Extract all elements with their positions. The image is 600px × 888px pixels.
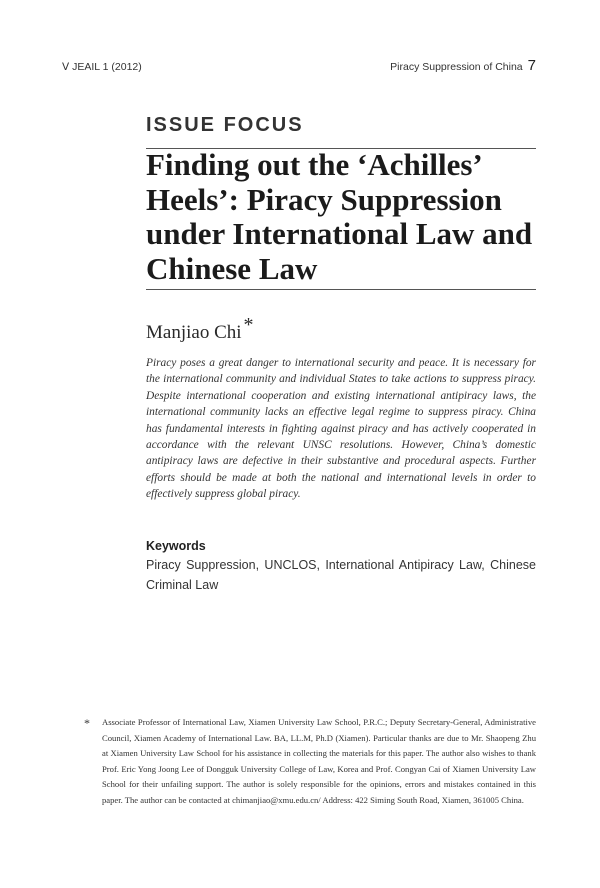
footnote-mark: * (84, 716, 90, 730)
author-name: Manjiao Chi (146, 322, 242, 343)
running-title-text: Piracy Suppression of China (390, 61, 523, 73)
title-bottom-rule (146, 289, 536, 290)
author-line (146, 314, 254, 344)
page-number: 7 (527, 57, 536, 74)
section-label: ISSUE FOCUS (146, 114, 304, 136)
keywords-list: Piracy Suppression, UNCLOS, International Antipiracy Law, Chinese Criminal Law (146, 558, 536, 592)
abstract: Piracy poses a great danger to international security and peace. It is necessary for the international community and individual States to take actions to suppress piracy. Despite international cooperation and existing international antipiracy laws, the international community lacks an effective legal regime to suppress piracy. China has fundamental interests in fighting against piracy and has actively cooperated in accordance with the relevant UNSC resolutions. However, China’s domestic antipiracy laws are defective in their substantive and procedural aspects. Further efforts should be made at both the national and international levels in order to effectively suppress global piracy. (146, 357, 536, 501)
running-title (390, 57, 536, 74)
article-title: Finding out the ‘Achilles’ Heels’: Piracy Suppression under International Law and Chinese Law (146, 147, 533, 286)
journal-citation: Ⅴ JEAIL 1 (2012) (62, 61, 142, 73)
keywords-heading: Keywords (146, 539, 206, 553)
author-footnote-mark: * (243, 314, 254, 336)
author-footnote: Associate Professor of International Law, Xiamen University Law School, P.R.C.; Deputy Secretary-General, Administrative Council, Xiamen Academy of International Law. BA, LL.M, Ph.D (Xiamen). Particular thanks are due to Mr. Shaopeng Zhu at Xiamen University Law School for his assistance in collecting the materials for this paper. The author also wishes to thank Prof. Eric Yong Joong Lee of Dongguk University College of Law, Korea and Prof. Congyan Cai of Xiamen University Law School for their unfailing support. The author is solely responsible for the opinions, errors and mistakes contained in this paper. The author can be contacted at chimanjiao@xmu.edu.cn/ Address: 422 Siming South Road, Xiamen, 361005 China. (102, 717, 536, 805)
